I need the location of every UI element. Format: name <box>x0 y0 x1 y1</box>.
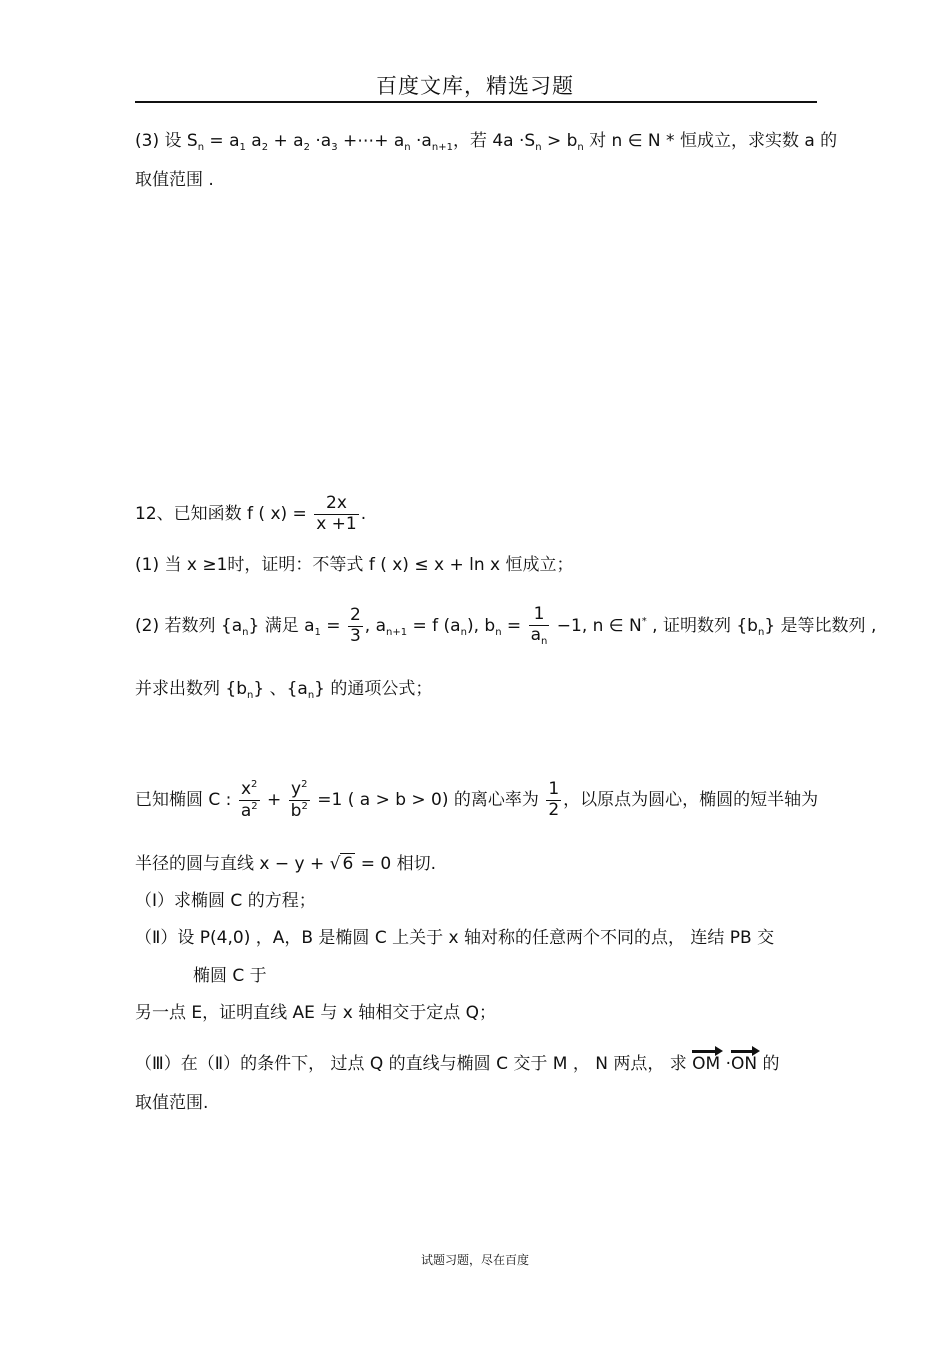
fraction-y2-over-b2: $\frac{y^2}{b^2}$ <box>290 779 308 821</box>
page-header-title: 百度文库，精选习题 <box>376 74 574 98</box>
problem13-intro: 已知椭圆 C : $\frac{x^2}{a^2}$ + $\frac{y^2}{b^2}$ =1 ( a > b > 0) 的离心率为 $\frac{1}{2}$ ，以原点为圆心，椭圆的短半轴为 <box>135 779 819 821</box>
vector-on: ON <box>731 1054 758 1074</box>
problem11-part3-line1: (3) 设 $S_n = a_1$ $a_2 + a_2 \cdot a_3$ +⋯+ $a_n \cdot a_{n+1}$，若 $4a \cdot S_n > b_n$ 对 n ∈ N * 恒成立，求实数 a 的 <box>135 131 838 153</box>
fraction-1-over-an: $\frac{1}{a_n}$ <box>530 604 548 647</box>
sqrt-6: √ 6 <box>329 854 354 874</box>
problem11-part3-line2: 取值范围 . <box>135 170 214 190</box>
header-divider <box>135 101 817 103</box>
problem13-part3-line2: 取值范围. <box>135 1093 209 1113</box>
problem13-part1: （Ⅰ）求椭圆 C 的方程； <box>135 891 316 911</box>
problem13-part2-line2: 椭圆 C 于 <box>193 966 267 986</box>
problem12-part1: (1) 当 x ≥1时，证明：不等式 f ( x) ≤ x + ln x 恒成立； <box>135 555 574 575</box>
problem12-part2-line1: (2) 若数列 $\{a_n\}$ 满足 $a_1$ = $\frac{2}{3}$ , $a_{n+1} = f$ $(a_n)$, $b_n$ = $\frac{1}{a_n}$ −1, n ∈ N* , 证明数列 $\{b_n\}$ 是等比数列 , <box>135 604 877 647</box>
fraction-2-over-3: $\frac{2}{3}$ <box>349 604 361 646</box>
vector-om: OM <box>692 1054 721 1074</box>
problem13-part2-line3: 另一点 E，证明直线 AE 与 x 轴相交于定点 Q； <box>135 1003 496 1023</box>
problem12-intro: 12、已知函数 f ( x) = $\frac{2x}{x +1}$ . <box>135 493 367 534</box>
page-footer: 试题习题，尽在百度 <box>420 1253 529 1267</box>
fraction-x2-over-a2: $\frac{x^2}{a^2}$ <box>240 779 258 821</box>
fraction-1-over-2: $\frac{1}{2}$ <box>548 779 560 820</box>
problem13-part2-line1: （Ⅱ）设 P(4,0) ，A，B 是椭圆 C 上关于 x 轴对称的任意两个不同的点， 连结 PB 交 <box>135 928 775 948</box>
fraction-2x-over-x-plus-1: $\frac{2x}{x +1}$ <box>316 493 357 534</box>
problem13-line2: 半径的圆与直线 x − y + √ 6 = 0 相切. <box>135 854 436 874</box>
problem13-part3-line1: （Ⅲ）在（Ⅱ）的条件下， 过点 Q 的直线与椭圆 C 交于 M ， N 两点， 求 OM ·ON 的 <box>135 1054 780 1074</box>
problem12-part2-line2: 并求出数列 $\{b_n\}$ 、$\{a_n\}$ 的通项公式； <box>135 679 433 701</box>
